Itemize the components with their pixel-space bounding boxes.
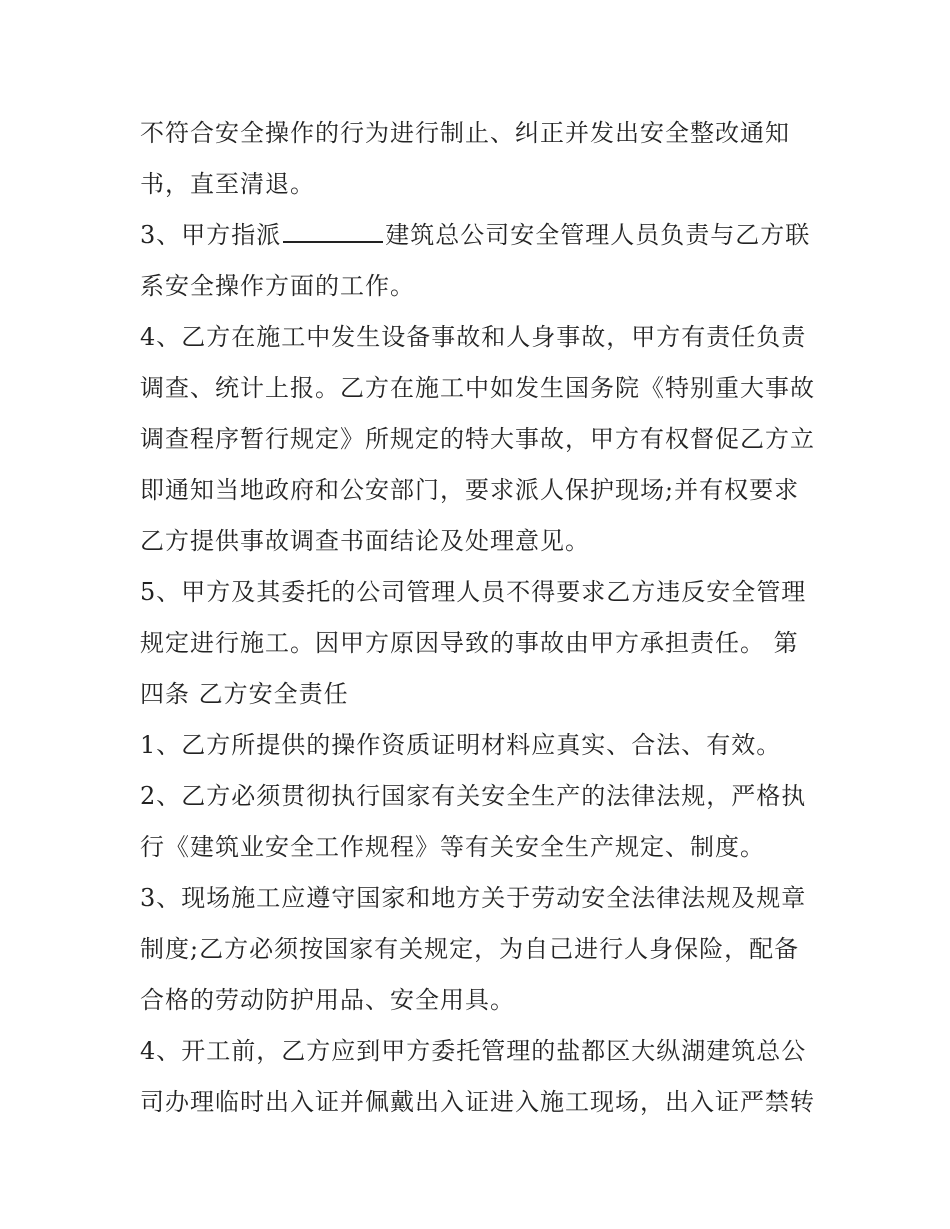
text-line: 调查程序暂行规定》所规定的特大事故，甲方有权督促乙方立 (140, 425, 815, 453)
section-heading-line: 四条 乙方安全责任 (140, 680, 349, 708)
text-line: 5、甲方及其委托的公司管理人员不得要求乙方违反安全管理 (140, 578, 807, 606)
text-line: 行《建筑业安全工作规程》等有关安全生产规定、制度。 (140, 833, 765, 861)
text-line: 制度;乙方必须按国家有关规定，为自己进行人身保险，配备 (140, 935, 800, 963)
text-line: 系安全操作方面的工作。 (140, 272, 415, 300)
text-line-with-blank (140, 210, 830, 261)
document-body (140, 108, 830, 1128)
text-line: 即通知当地政府和公安部门，要求派人保护现场;并有权要求 (140, 476, 800, 504)
text-line: 书，直至清退。 (140, 170, 315, 198)
text-line: 不符合安全操作的行为进行制止、纠正并发出安全整改通知 (140, 119, 790, 147)
text-line: 4、乙方在施工中发生设备事故和人身事故，甲方有责任负责 (140, 323, 807, 351)
text-line: 司办理临时出入证并佩戴出入证进入施工现场，出入证严禁转 (140, 1088, 815, 1116)
text-line: 3、现场施工应遵守国家和地方关于劳动安全法律法规及规章 (140, 884, 807, 912)
text-line: 4、开工前，乙方应到甲方委托管理的盐都区大纵湖建筑总公 (140, 1037, 807, 1065)
text-line: 2、乙方必须贯彻执行国家有关安全生产的法律法规，严格执 (140, 782, 807, 810)
text-line: 调查、统计上报。乙方在施工中如发生国务院《特别重大事故 (140, 374, 815, 402)
text-line: 规定进行施工。因甲方原因导致的事故由甲方承担责任。 第 (140, 629, 799, 657)
text-line: 1、乙方所提供的操作资质证明材料应真实、合法、有效。 (140, 731, 782, 759)
fill-in-blank (283, 219, 383, 243)
clause-3-prefix: 3、甲方指派 (140, 221, 282, 249)
clause-3-suffix: 建筑总公司安全管理人员负责与乙方联 (385, 221, 811, 249)
text-line: 合格的劳动防护用品、安全用具。 (140, 986, 515, 1014)
text-line: 乙方提供事故调查书面结论及处理意见。 (140, 527, 590, 555)
